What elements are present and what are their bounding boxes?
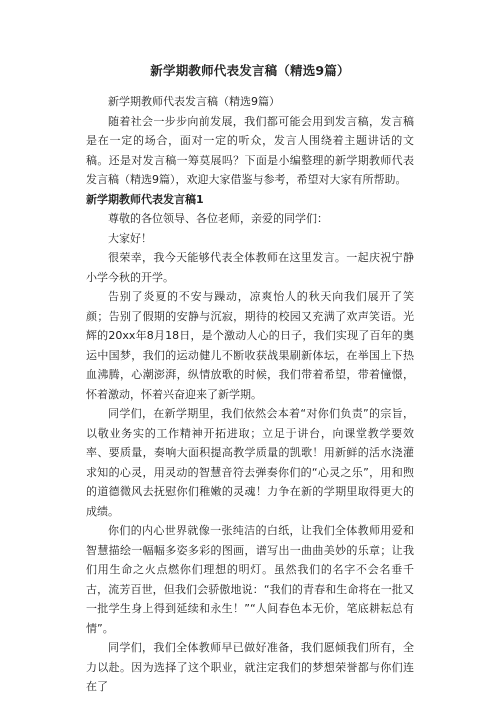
paragraph: 告别了炎夏的不安与躁动，凉爽怡人的秋天向我们展开了笑颜；告别了假期的安静与沉寂，期待的校园又充满了欢声笑语。光辉的20xx年8月18日，是个激动人心的日子，我们实现了百年的奥运中国梦，我们的运动健儿不断收获战果刷新体坛，在举国上下热血沸腾，心潮澎湃，纵情放歌的时候，我们带着希望，带着憧憬，怀着激动，怀着兴奋迎来了新学期。 — [86, 290, 414, 401]
paragraph: 同学们，在新学期里，我们依然会本着“对你们负责”的宗旨，以敬业务实的工作精神开拓进取；立足于讲台，向课堂教学要效率、要质量，奏响大面积提高教学质量的凯歌！用新鲜的活水浇灌求知的心灵，用灵动的智慧音符去弹奏你们的“心灵之乐”，用和煦的道德微风去抚慰你们稚嫩的灵魂！力争在新的学期里取得更大的成绩。 — [86, 407, 414, 518]
paragraph: 你们的内心世界就像一张纯洁的白纸，让我们全体教师用爱和智慧描绘一幅幅多姿多彩的图画，谱写出一曲曲美妙的乐章；让我们用生命之火点燃你们理想的明灯。虽然我们的名字不会名垂千古，流芳百世，但我们会骄傲地说：“我们的青春和生命将在一批又一批学生身上得到延续和永生！”“人间春色本无价，笔底耕耘总有情”。 — [86, 524, 414, 635]
paragraph: 很荣幸，我今天能够代表全体教师在这里发言。一起庆祝宁静小学今秋的开学。 — [86, 251, 414, 284]
paragraph: 随着社会一步步向前发展，我们都可能会用到发言稿，发言稿是在一定的场合，面对一定的听众，发言人围绕着主题讲话的文稿。还是对发言稿一筹莫展吗？下面是小编整理的新学期教师代表发言稿（精选9篇），欢迎大家借鉴与参考，希望对大家有所帮助。 — [86, 114, 414, 186]
paragraph: 同学们，我们全体教师早已做好准备，我们愿倾我们所有，全力以赴。因为选择了这个职业，就注定我们的梦想荣誉都与你们连在了 — [86, 641, 414, 693]
paragraph: 新学期教师代表发言稿（精选9篇） — [108, 95, 280, 108]
paragraph: 大家好！ — [108, 231, 152, 245]
section-heading: 新学期教师代表发言稿1 — [86, 192, 204, 206]
document-title: 新学期教师代表发言稿（精选9篇） — [150, 63, 350, 78]
document-body — [86, 92, 414, 697]
paragraph: 尊敬的各位领导、各位老师，亲爱的同学们： — [108, 212, 328, 225]
